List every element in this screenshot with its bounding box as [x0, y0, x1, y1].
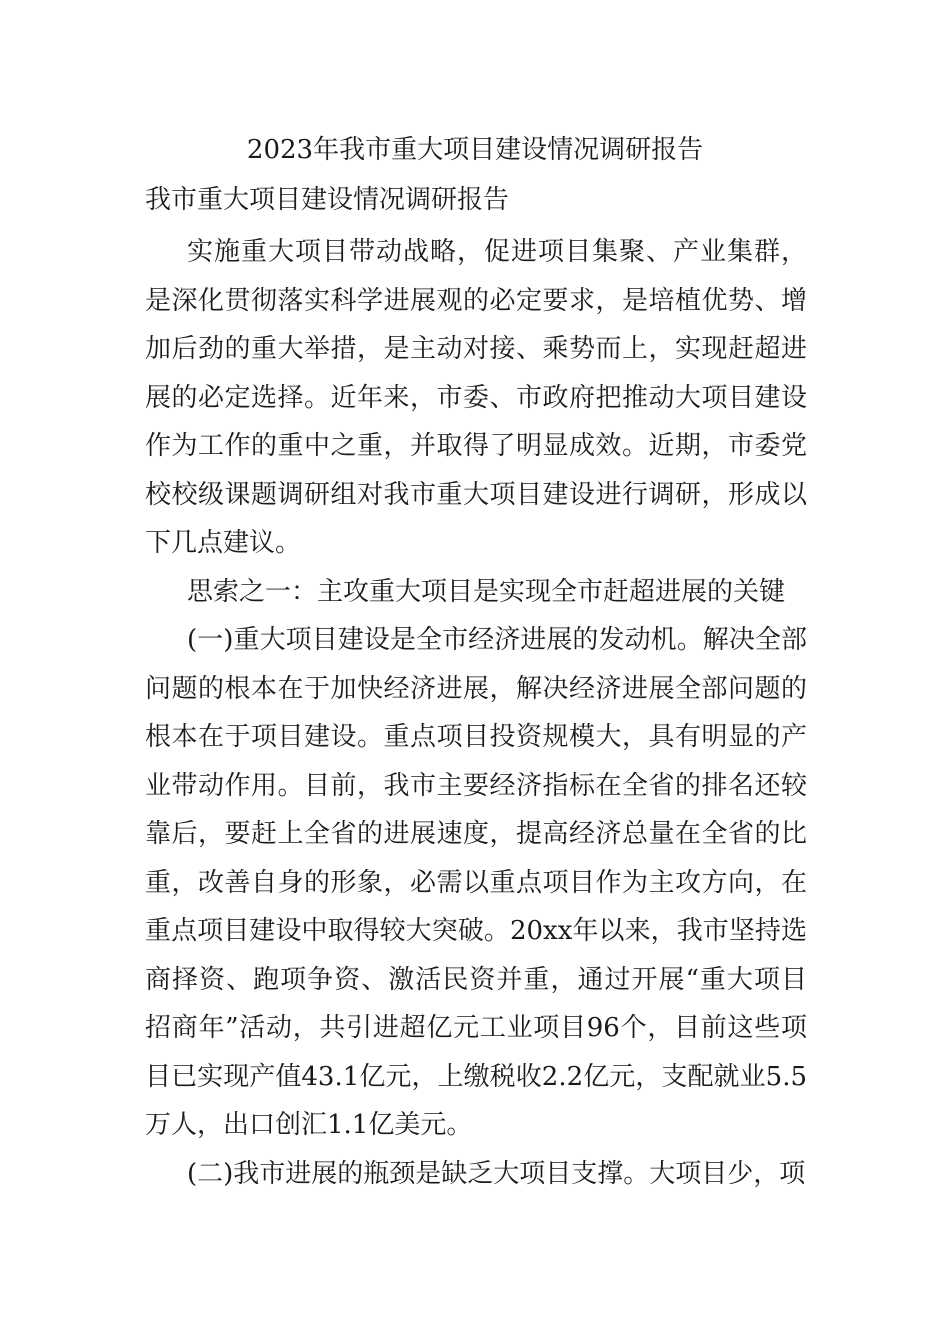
paragraph-intro: 实施重大项目带动战略，促进项目集聚、产业集群，是深化贯彻落实科学进展观的必定要求，是培植优势、增加后劲的重大举措，是主动对接、乘势而上，实现赶超进展的必定选择。近年来，市委、市政府把推动大项目建设作为工作的重中之重，并取得了明显成效。近期，市委党校校级课题调研组对我市重大项目建设进行调研，形成以下几点建议。 [145, 237, 807, 558]
paragraph-item-1: (一)重大项目建设是全市经济进展的发动机。解决全部问题的根本在于加快经济进展，解决经济进展全部问题的根本在于项目建设。重点项目投资规模大，具有明显的产业带动作用。目前，我市主要经济指标在全省的排名还较靠后，要赶上全省的进展速度，提高经济总量在全省的比重，改善自身的形象，必需以重点项目作为主攻方向，在重点项目建设中取得较大突破。20xx年以来，我市坚持选商择资、跑项争资、激活民资并重，通过开展“重大项目招商年”活动，共引进超亿元工业项目96个，目前这些项目已实现产值43.1亿元，上缴税收2.2亿元，支配就业5.5万人，出口创汇1.1亿美元。 [145, 625, 807, 1140]
document-body [145, 228, 807, 1198]
document-subtitle: 我市重大项目建设情况调研报告 [145, 185, 510, 215]
section-heading-1: 思索之一：主攻重大项目是实现全市赶超进展的关键 [187, 576, 786, 607]
paragraph-item-2: (二)我市进展的瓶颈是缺乏大项目支撑。大项目少，项 [187, 1158, 806, 1189]
document-title: 2023年我市重大项目建设情况调研报告 [246, 135, 704, 165]
